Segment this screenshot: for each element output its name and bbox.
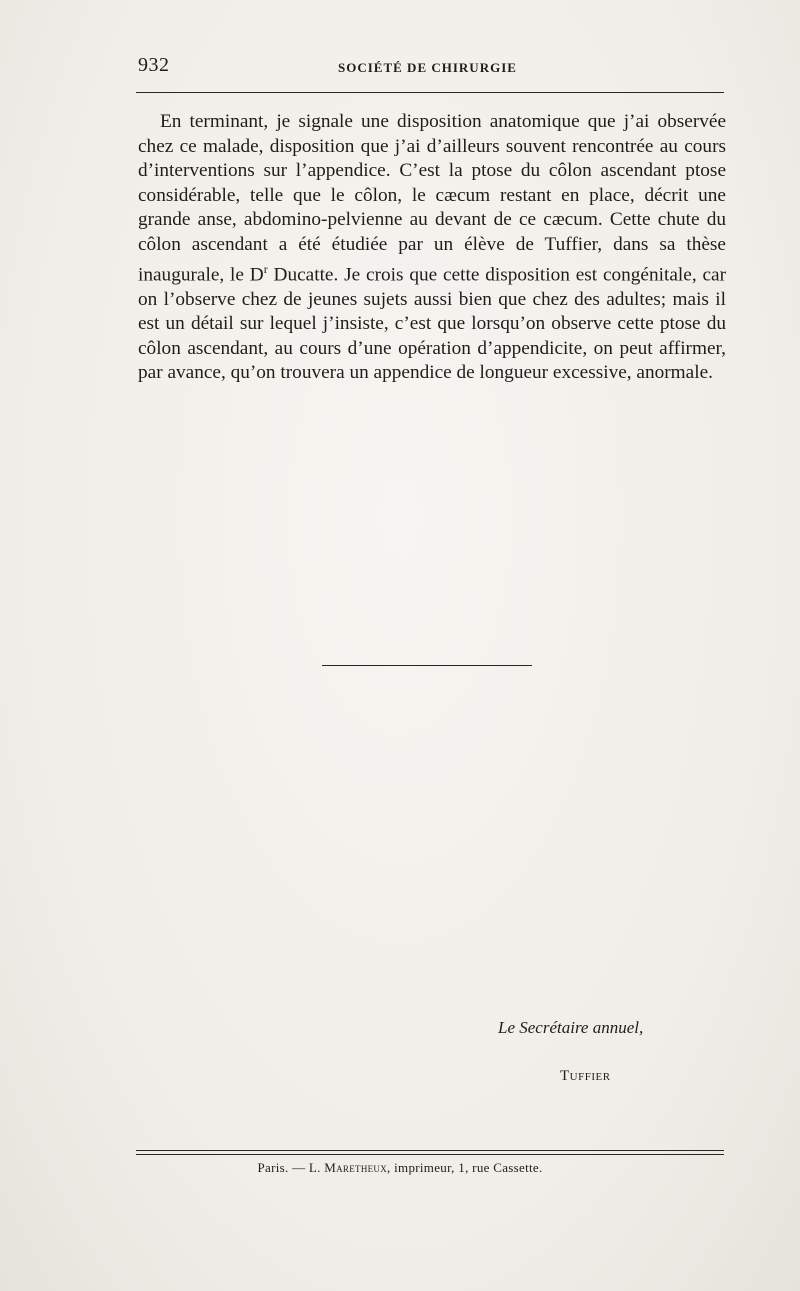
page-number: 932	[138, 54, 170, 76]
signature-name: Tuffier	[560, 1068, 611, 1084]
footer-rule-top	[136, 1150, 724, 1151]
section-divider	[322, 665, 532, 666]
footer-rule-bottom	[136, 1154, 724, 1155]
body-text-part-2: Ducatte. Je crois que cette disposition est congénitale, car on l’observe chez de jeunes sujets aussi bien que chez des adultes; mais il est un détail sur lequel j’insiste, c’est que lorsqu’on observe cette ptose du côlon ascendant, au cours d’une opération d’appendicite, on peut affirmer, par avance, qu’on trouvera un appendice de longueur excessive, anormale.	[138, 264, 727, 384]
imprint-address: , imprimeur, 1, rue Cassette.	[387, 1160, 543, 1175]
signature-title: Le Secrétaire annuel,	[498, 1018, 644, 1037]
printer-imprint	[0, 1160, 800, 1176]
header-rule	[136, 92, 724, 93]
body-paragraph	[138, 110, 726, 386]
imprint-city: Paris. — L.	[257, 1160, 325, 1175]
body-text-part-1: En terminant, je signale une disposition anatomique que j’ai observée chez ce malade, disposition que j’ai d’ailleurs souvent rencontrée au cours d’interventions sur l’appendice. C’est la ptose du côlon ascendant ptose considérable, telle que le côlon, le cæcum restant en place, décrit une grande anse, abdomino-pelvienne au devant de ce cæcum. Cette chute du côlon ascendant a été étudiée par un élève de Tuffier, dans sa thèse inaugurale, le D	[138, 111, 726, 286]
imprint-printer: Maretheux	[324, 1160, 388, 1175]
doctor-abbrev-superscript: r	[263, 262, 268, 276]
running-head: SOCIÉTÉ DE CHIRURGIE	[338, 60, 517, 75]
